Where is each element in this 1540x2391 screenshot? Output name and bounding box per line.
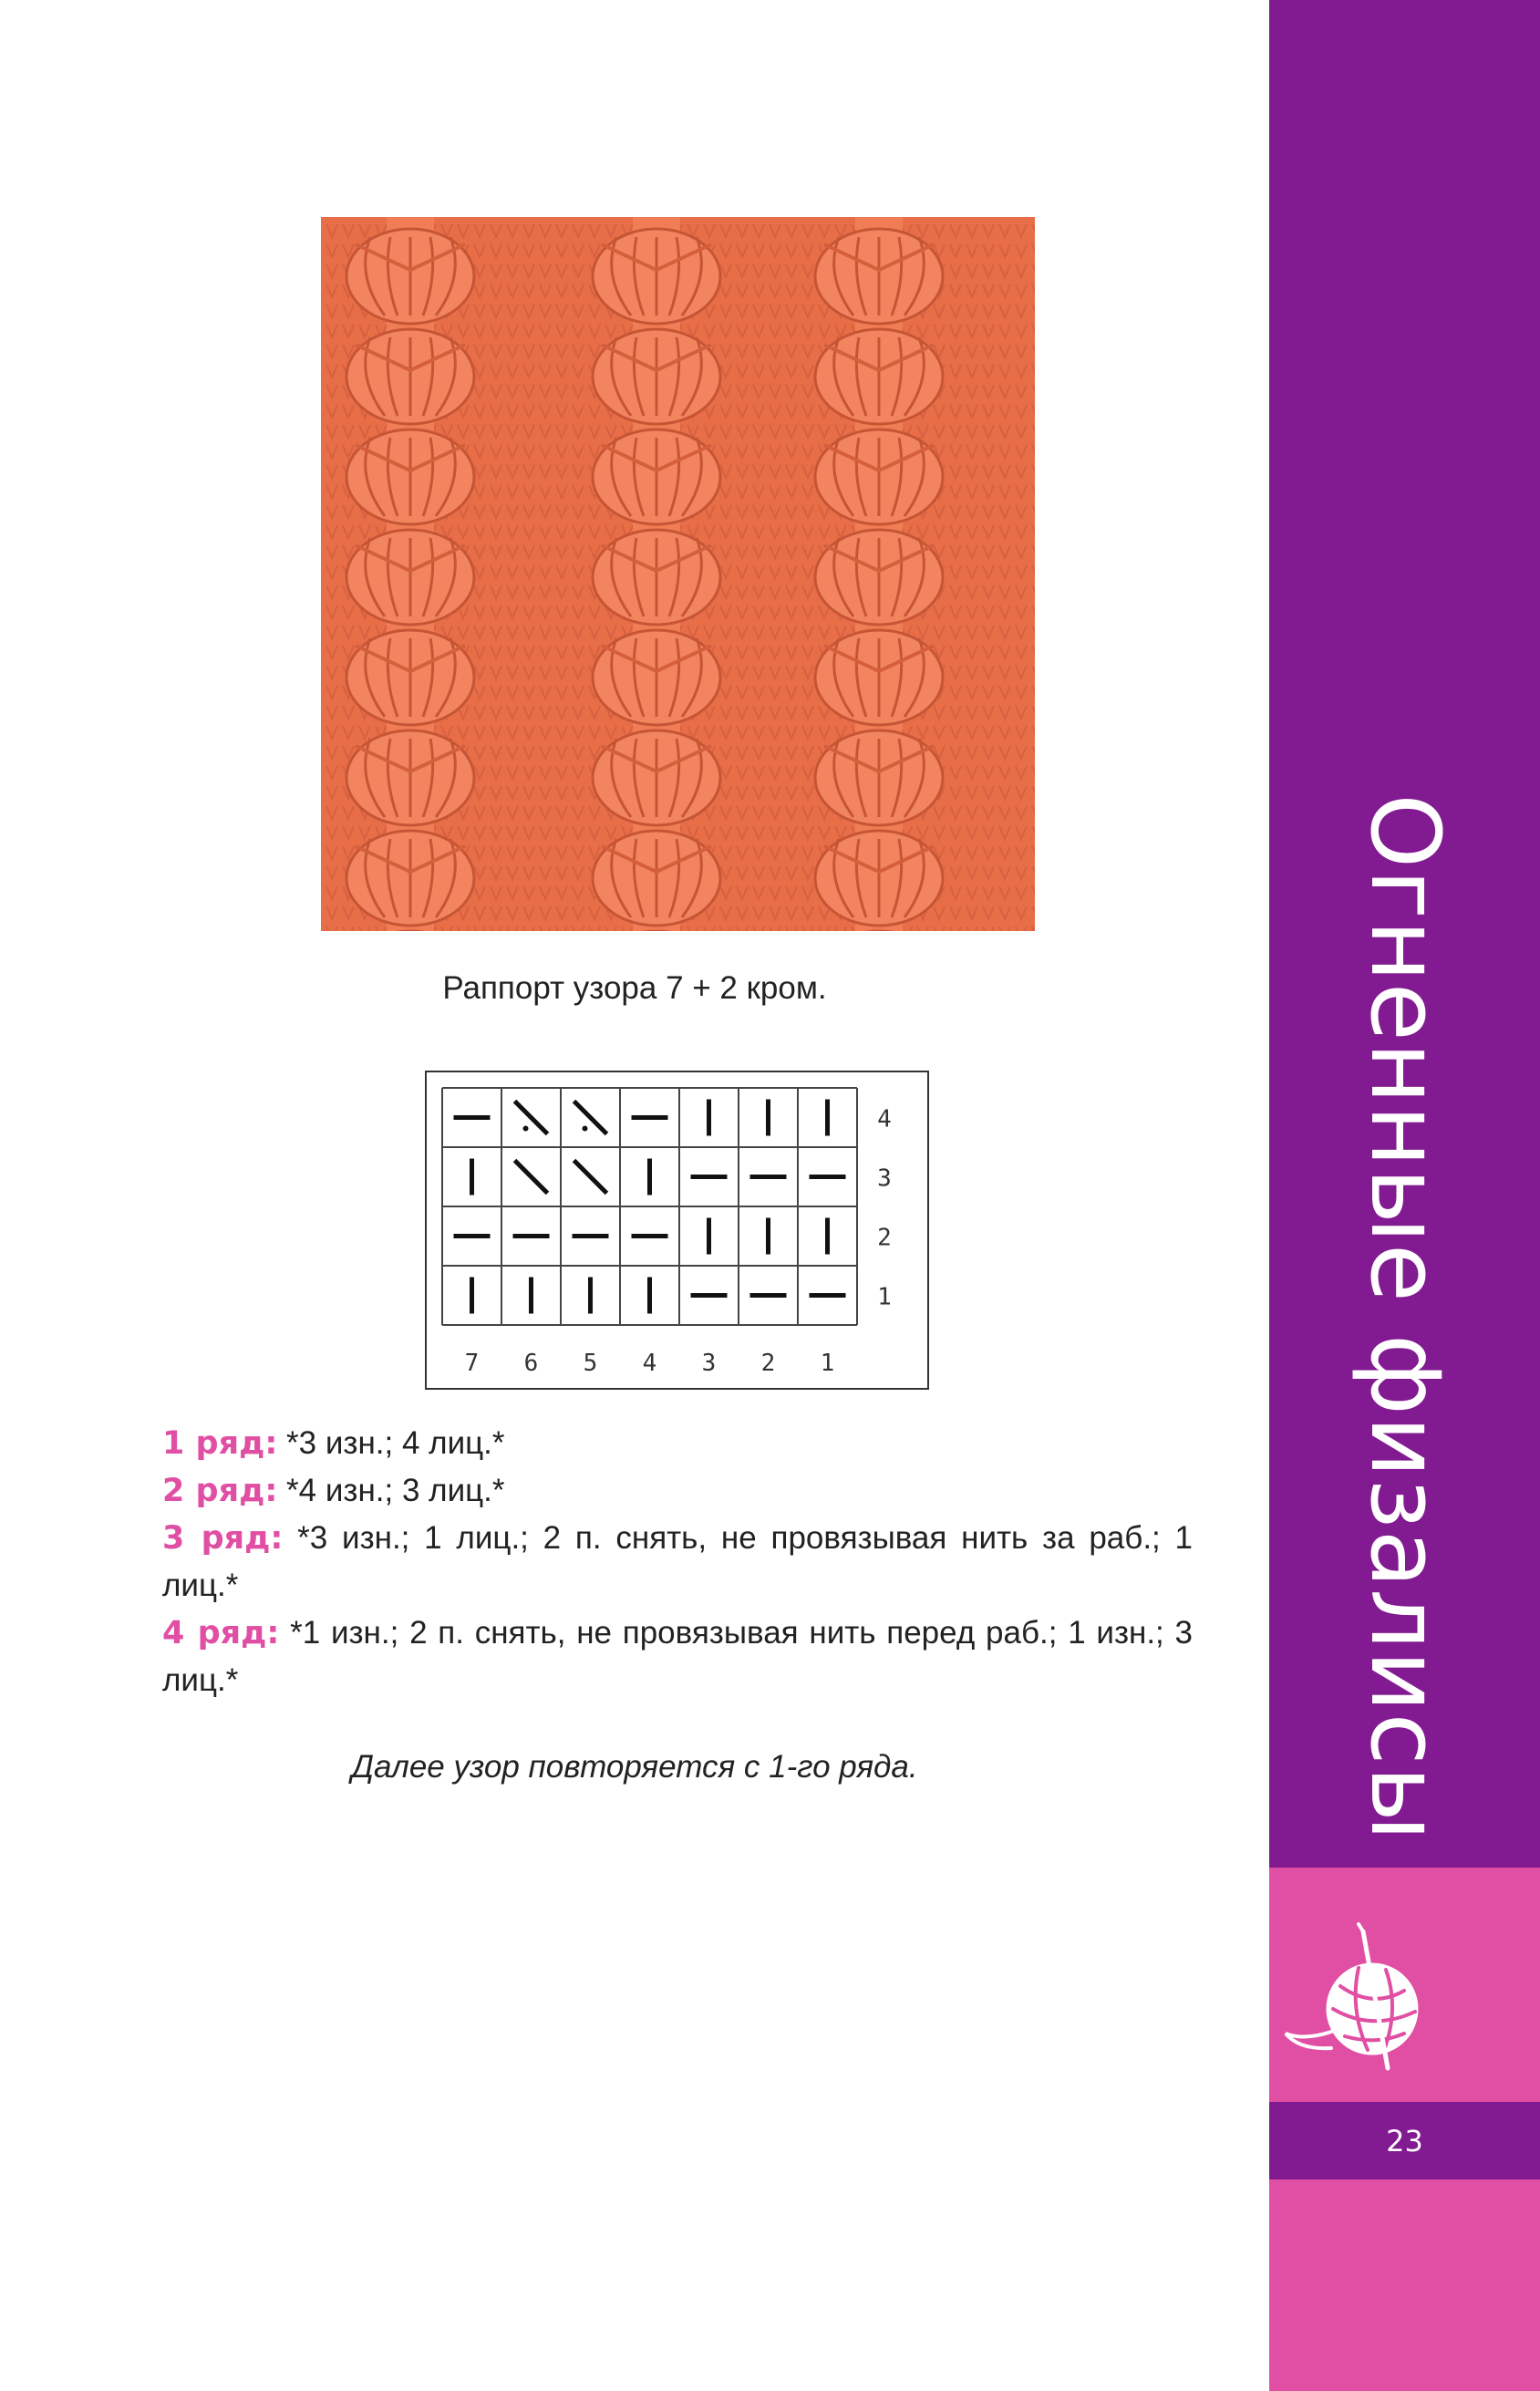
yarn-ball-icon [1276,1922,1441,2086]
sidebar-bottom-band [1269,2179,1540,2391]
instruction-row-3: 3 ряд: *3 изн.; 1 лиц.; 2 п. снять, не провязывая нить за раб.; 1 лиц.* [162,1520,1194,1603]
chapter-title: Огненные физалисы [1349,793,1461,1842]
slip-stitch-dot [523,1126,529,1132]
chart-row-number: 3 [877,1164,892,1193]
chart-column-number: 7 [464,1350,480,1377]
chart-column-number: 4 [642,1350,657,1377]
knitting-chart [425,1071,929,1390]
slip-stitch-symbol [515,1161,548,1194]
slip-stitch-symbol [515,1102,548,1134]
chart-row-number: 4 [877,1105,892,1133]
chart-column-number: 3 [701,1350,717,1377]
instruction-row-1: 1 ряд: *3 изн.; 4 лиц.* [162,1425,505,1462]
instruction-row-4: 4 ряд: *1 изн.; 2 п. снять, не провязывая нить перед раб.; 1 изн.; 3 лиц.* [162,1615,1193,1698]
chart-column-number: 1 [820,1350,835,1377]
chart-row-number: 2 [877,1224,892,1252]
slip-stitch-dot [583,1126,588,1132]
page-number-bar [1269,2102,1540,2179]
chart-column-number: 2 [760,1350,776,1377]
chart-row-number: 1 [877,1283,892,1311]
chart-column-number: 6 [523,1350,539,1377]
page-number: 23 [1386,2123,1423,2158]
slip-stitch-symbol [574,1161,607,1194]
chart-column-number: 5 [583,1350,598,1377]
instruction-row-2: 2 ряд: *4 изн.; 3 лиц.* [162,1473,505,1509]
knitted-sample-photo [321,217,1035,931]
pattern-repeat-caption: Раппорт узора 7 + 2 кром. [442,970,827,1006]
row-instructions [162,1420,1193,1704]
slip-stitch-symbol [574,1102,607,1134]
chapter-sidebar [1269,0,1540,2391]
repeat-note: Далее узор повторяется с 1-го ряда. [351,1749,918,1785]
